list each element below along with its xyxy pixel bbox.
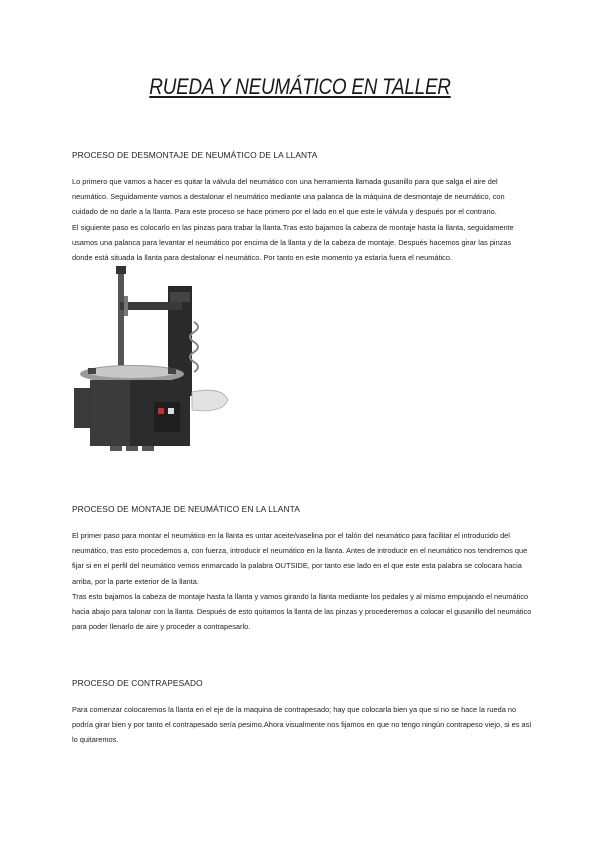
section-body-contrapesado: [72, 702, 532, 748]
machine-arm: [120, 302, 182, 310]
paragraph: Para comenzar colocaremos la llanta en el eje de la maquina de contrapesado; hay que colocarla bien ya que si no se hace la rueda no podría girar bien y por tanto el contrapesado sería pesimo.Ahora visualmente nos fijamos en que no tengo ningún contrapeso viejo, si es así lo quitaremos.: [72, 705, 532, 745]
section-heading-desmontaje: PROCESO DE DESMONTAJE DE NEUMÁTICO DE LA LLANTA: [72, 150, 318, 160]
section-heading-montaje: PROCESO DE MONTAJE DE NEUMÁTICO EN LA LLANTA: [72, 504, 300, 514]
paragraph: Lo primero que vamos a hacer es quitar la válvula del neumático con una herramienta llamada gusanillo para que salga el aire del neumático. Seguidamente vamos a destalonar el neumático mediante una palanca de la máquina de desmontaje de neumático, con cuidado de no darle a la llanta. Para este proceso se hace primero por el lado en el que este le válvula y después por el contrario.: [72, 177, 505, 217]
section-body-desmontaje: [72, 174, 532, 265]
section-heading-contrapesado: PROCESO DE CONTRAPESADO: [72, 678, 203, 688]
paragraph: Tras esto bajamos la cabeza de montaje hasta la llanta y vamos girando la llanta mediante los pedales y al mismo empujando el neumático hacia abajo para talonar con la llanta. Después de esto quitamos la llanta de las pinzas y procederemos a colocar el gusanillo del neumático para poder llenarlo de aire y proceder a contrapesarlo.: [72, 591, 532, 632]
section-body-montaje: [72, 528, 532, 634]
paragraph: El siguiente paso es colocarlo en las pinzas para trabar la llanta.Tras esto bajamos la cabeza de montaje hasta la llanta, seguidamente usamos una palanca para levantar el neumático por encima de la llanta y de la cabeza de montaje. Después hacemos girar las pinzas donde está situada la llanta para destalonar el neumático. Por tanto en este momento ya estaría fuera el neumático.: [72, 222, 514, 263]
paragraph: El primer paso para montar el neumático en la llanta es untar aceite/vaselina por el talón del neumático para facilitar el introducido del neumático, tras esto procedemos a, con fuerza, introducir el neumático en la llanta. Antes de introducir en el neumático nos tendremos que fijar si en el perfil del neumático vemos enmarcado la palabra OUTSIDE, por tanto ese lado en el que este esta palabra se colocara hacia arriba, por la parte exterior de la llanta.: [72, 531, 528, 586]
page-title: RUEDA Y NEUMÁTICO EN TALLER: [149, 74, 451, 99]
tire-changer-machine-image: [70, 262, 230, 462]
